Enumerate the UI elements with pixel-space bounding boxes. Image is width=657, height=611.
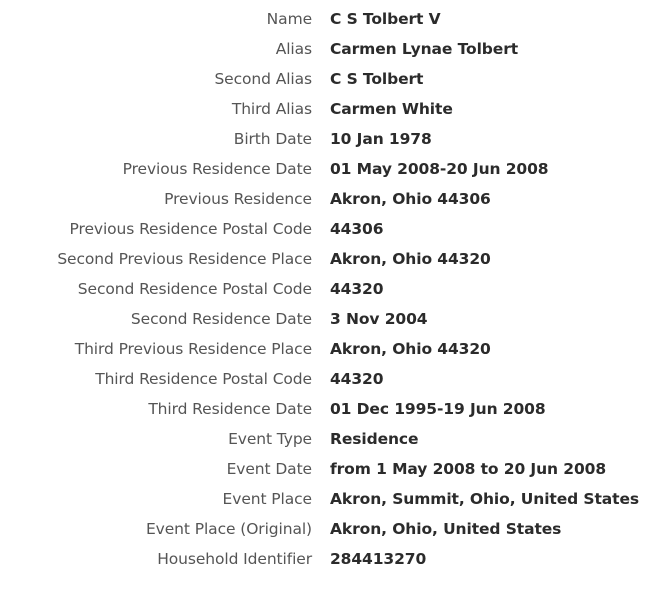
field-label: Previous Residence Date <box>122 160 312 178</box>
field-label: Event Place (Original) <box>145 520 312 538</box>
record-row-alias <box>0 40 657 70</box>
record-row-name <box>0 10 657 40</box>
field-value: 01 May 2008-20 Jun 2008 <box>330 160 549 178</box>
record-row-event-place <box>0 490 657 520</box>
record-row-previous-residence-date <box>0 160 657 190</box>
field-label: Previous Residence <box>164 190 312 208</box>
record-row-third-alias <box>0 100 657 130</box>
record-details-table <box>0 10 657 580</box>
field-value: Carmen Lynae Tolbert <box>330 40 519 58</box>
field-label: Alias <box>275 40 312 58</box>
field-label: Household Identifier <box>157 550 312 568</box>
field-label: Third Previous Residence Place <box>74 340 312 358</box>
field-label: Second Residence Date <box>130 310 312 328</box>
record-row-event-type <box>0 430 657 460</box>
record-row-event-place-original <box>0 520 657 550</box>
record-row-event-date <box>0 460 657 490</box>
field-value: Akron, Summit, Ohio, United States <box>330 490 640 508</box>
field-value: Residence <box>330 430 419 448</box>
field-value: 44306 <box>330 220 384 238</box>
field-label: Event Date <box>226 460 312 478</box>
field-value: from 1 May 2008 to 20 Jun 2008 <box>330 460 607 478</box>
record-row-third-residence-postal-code <box>0 370 657 400</box>
field-label: Name <box>266 10 312 28</box>
field-value: 284413270 <box>330 550 427 568</box>
field-label: Second Residence Postal Code <box>77 280 312 298</box>
record-row-second-residence-date <box>0 310 657 340</box>
field-label: Third Residence Postal Code <box>95 370 312 388</box>
record-row-second-residence-postal-code <box>0 280 657 310</box>
field-value: 10 Jan 1978 <box>330 130 432 148</box>
field-value: C S Tolbert V <box>330 10 441 28</box>
field-value: 44320 <box>330 370 384 388</box>
field-value: C S Tolbert <box>330 70 424 88</box>
field-label: Birth Date <box>233 130 312 148</box>
field-value: Akron, Ohio 44320 <box>330 250 491 268</box>
record-row-third-previous-residence-place <box>0 340 657 370</box>
record-row-third-residence-date <box>0 400 657 430</box>
field-value: 3 Nov 2004 <box>330 310 428 328</box>
field-label: Third Residence Date <box>148 400 312 418</box>
field-label: Event Place <box>222 490 312 508</box>
field-label: Second Previous Residence Place <box>57 250 312 268</box>
record-row-previous-residence-postal-code <box>0 220 657 250</box>
field-label: Second Alias <box>214 70 312 88</box>
record-row-birth-date <box>0 130 657 160</box>
field-value: Akron, Ohio 44306 <box>330 190 491 208</box>
field-label: Third Alias <box>231 100 312 118</box>
field-value: Akron, Ohio, United States <box>330 520 562 538</box>
field-value: 44320 <box>330 280 384 298</box>
record-row-second-alias <box>0 70 657 100</box>
field-value: Akron, Ohio 44320 <box>330 340 491 358</box>
field-value: Carmen White <box>330 100 453 118</box>
field-value: 01 Dec 1995-19 Jun 2008 <box>330 400 546 418</box>
record-row-previous-residence <box>0 190 657 220</box>
field-label: Event Type <box>228 430 312 448</box>
record-row-household-identifier <box>0 550 657 580</box>
field-label: Previous Residence Postal Code <box>69 220 312 238</box>
record-row-second-previous-residence-place <box>0 250 657 280</box>
